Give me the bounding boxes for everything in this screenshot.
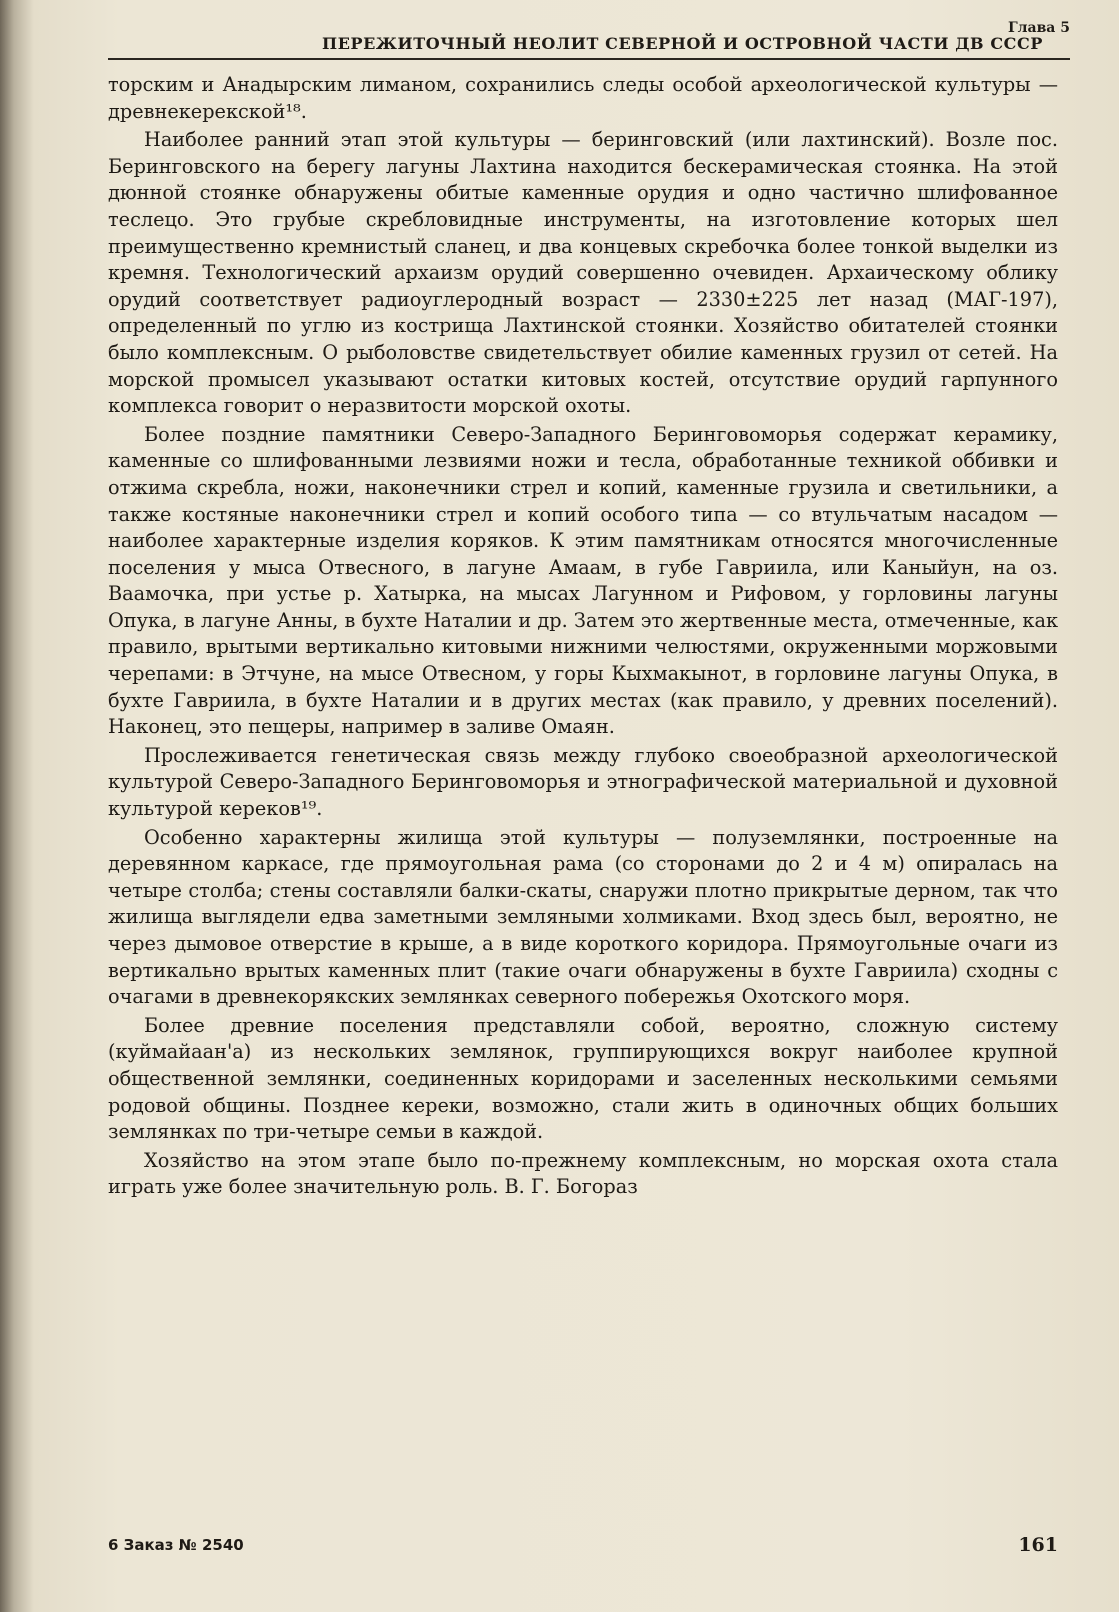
chapter-label: Глава 5 — [1007, 20, 1070, 36]
page-header — [108, 18, 1070, 60]
page-number: 161 — [1018, 1534, 1058, 1556]
paragraph: Более древние поселения представляли собой, вероятно, сложную систему (куймайаан'а) из нескольких землянок, группирующихся вокруг наиболее крупной общественной землянки, соединенных коридорами и заселенных несколькими семьями родовой общины. Позднее кереки, возможно, стали жить в одиночных общих больших землянках по три-четыре семьи в каждой. — [108, 1013, 1058, 1144]
paragraph: Особенно характерны жилища этой культуры — полуземлянки, построенные на деревянном каркасе, где прямоугольная рама (со сторонами до 2 и 4 м) опиралась на четыре столба; стены составляли балки-скаты, снаружи плотно прикрытые дерном, так что жилища выглядели едва заметными земляными холмиками. Вход здесь был, вероятно, не через дымовое отверстие в крыше, а в виде короткого коридора. Прямоугольные очаги из вертикально врытых каменных плит (такие очаги обнаружены в бухте Гавриила) сходны с очагами в древнекорякских землянках северного побережья Охотского моря. — [108, 825, 1058, 1009]
paragraph: торским и Анадырским лиманом, сохранились следы особой археологической культуры — древнекерекской¹⁸. — [108, 73, 1058, 123]
paragraph: Более поздние памятники Северо-Западного Беринговоморья содержат керамику, каменные со шлифованными лезвиями ножи и тесла, обработанные техникой оббивки и отжима скребла, ножи, наконечники стрел и копий, каменные грузила и светильники, а также костяные наконечники стрел и копий особого типа — со втульчатым насадом — наиболее характерные изделия коряков. К этим памятникам относятся многочисленные поселения у мыса Отвесного, в лагуне Амаам, в губе Гавриила, или Каныйун, на оз. Ваамочка, при устье р. Хатырка, на мысах Лагунном и Рифовом, у горловины лагуны Опука, в лагуне Анны, в бухте Наталии и др. Затем это жертвенные места, отмеченные, как правило, врытыми вертикально китовыми нижними челюстями, окруженными моржовыми черепами: в Этчуне, на мысе Отвесном, у горы Кыхмакынот, в горловине лагуны Опука, в бухте Гавриила, в бухте Наталии и в других местах (как правило, у древних поселений). Наконец, это пещеры, например в заливе Омаян. — [108, 422, 1058, 739]
paragraph: Наиболее ранний этап этой культуры — беринговский (или лахтинский). Возле пос. Беринговского на берегу лагуны Лахтина находится бескерамическая стоянка. На этой дюнной стоянке обнаружены обитые каменные орудия и одно частично шлифованное теслецо. Это грубые скребловидные инструменты, на изготовление которых шел преимущественно кремнистый сланец, и два концевых скребочка более тонкой выделки из кремня. Технологический архаизм орудий совершенно очевиден. Архаическому облику орудий соответствует радиоуглеродный возраст — 2330±225 лет назад (МАГ-197), определенный по углю из кострища Лахтинской стоянки. Хозяйство обитателей стоянки было комплексным. О рыболовстве свидетельствует обилие каменных грузил от сетей. На морской промысел указывают остатки китовых костей, отсутствие орудий гарпунного комплекса говорит о неразвитости морской охоты. — [108, 128, 1058, 418]
running-title: ПЕРЕЖИТОЧНЫЙ НЕОЛИТ СЕВЕРНОЙ И ОСТРОВНОЙ ЧАСТИ ДВ СССР — [322, 34, 1043, 53]
printer-signature: 6 Заказ № 2540 — [108, 1536, 244, 1554]
paragraph: Прослеживается генетическая связь между глубоко своеобразной археологической культурой Северо-Западного Беринговоморья и этнографической материальной и духовной культурой кереков¹⁹. — [108, 743, 1058, 821]
page-footer — [108, 1536, 1058, 1566]
body-text — [108, 72, 1058, 1201]
paragraph: Хозяйство на этом этапе было по-прежнему комплексным, но морская охота стала играть уже более значительную роль. В. Г. Богораз — [108, 1148, 1058, 1199]
